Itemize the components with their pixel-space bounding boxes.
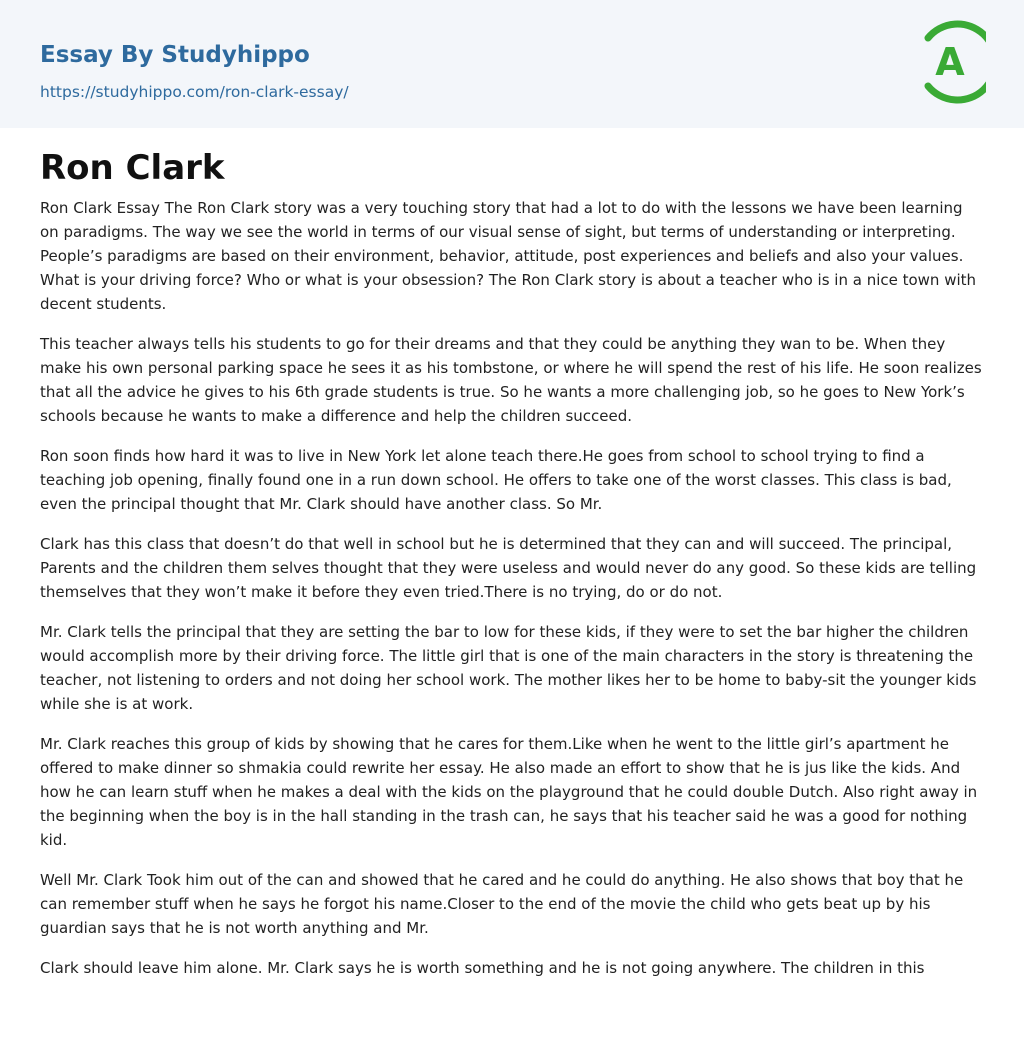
page-title: Ron Clark xyxy=(40,148,225,188)
paragraph: Clark has this class that doesn’t do that well in school but he is determined that they can and will succeed. The principal, Parents and the children them selves thought that they were useless and would never do any good. So these kids are telling themselves that they won’t make it before they even tried.There is no trying, do or do not. xyxy=(40,535,977,601)
site-title[interactable]: Essay By Studyhippo xyxy=(40,42,310,68)
site-header xyxy=(0,0,1024,128)
studyhippo-logo-icon[interactable] xyxy=(914,18,986,106)
paragraph: Clark should leave him alone. Mr. Clark says he is worth something and he is not going anywhere. The children in this xyxy=(40,959,925,977)
paragraph: Ron soon finds how hard it was to live in New York let alone teach there.He goes from school to school trying to find a teaching job opening, finally found one in a run down school. He offers to take one of the worst classes. This class is bad, even the principal thought that Mr. Clark should have another class. So Mr. xyxy=(40,447,952,513)
site-url-link[interactable]: https://studyhippo.com/ron-clark-essay/ xyxy=(40,83,349,101)
paragraph: Mr. Clark tells the principal that they are setting the bar to low for these kids, if they were to set the bar higher the children would accomplish more by their driving force. The little girl that is one of the main characters in the story is threatening the teacher, not listening to orders and not doing her school work. The mother likes her to be home to baby-sit the younger kids while she is at work. xyxy=(40,623,977,713)
paragraph: Well Mr. Clark Took him out of the can and showed that he cared and he could do anything. He also shows that boy that he can remember stuff when he says he forgot his name.Closer to the end of the movie the child who gets beat up by his guardian says that he is not worth anything and Mr. xyxy=(40,871,964,937)
paragraph: This teacher always tells his students to go for their dreams and that they could be anything they wan to be. When they make his own personal parking space he sees it as his tombstone, or where he will spend the rest of his life. He soon realizes that all the advice he gives to his 6th grade students is true. So he wants a more challenging job, so he goes to New York’s schools because he wants to make a difference and help the children succeed. xyxy=(40,335,982,425)
logo-letter: A xyxy=(935,40,965,84)
article xyxy=(0,148,1024,980)
paragraph: Ron Clark Essay The Ron Clark story was a very touching story that had a lot to do with the lessons we have been learning on paradigms. The way we see the world in terms of our visual sense of sight, but terms of understanding or interpreting. People’s paradigms are based on their environment, behavior, attitude, post experiences and beliefs and also your values. What is your driving force? Who or what is your obsession? The Ron Clark story is about a teacher who is in a nice town with decent students. xyxy=(40,199,977,313)
paragraph: Mr. Clark reaches this group of kids by showing that he cares for them.Like when he went to the little girl’s apartment he offered to make dinner so shmakia could rewrite her essay. He also made an effort to show that he is jus like the kids. And how he can learn stuff when he makes a deal with the kids on the playground that he could double Dutch. Also right away in the beginning when the boy is in the hall standing in the trash can, he says that his teacher said he was a good for nothing kid. xyxy=(40,735,978,849)
